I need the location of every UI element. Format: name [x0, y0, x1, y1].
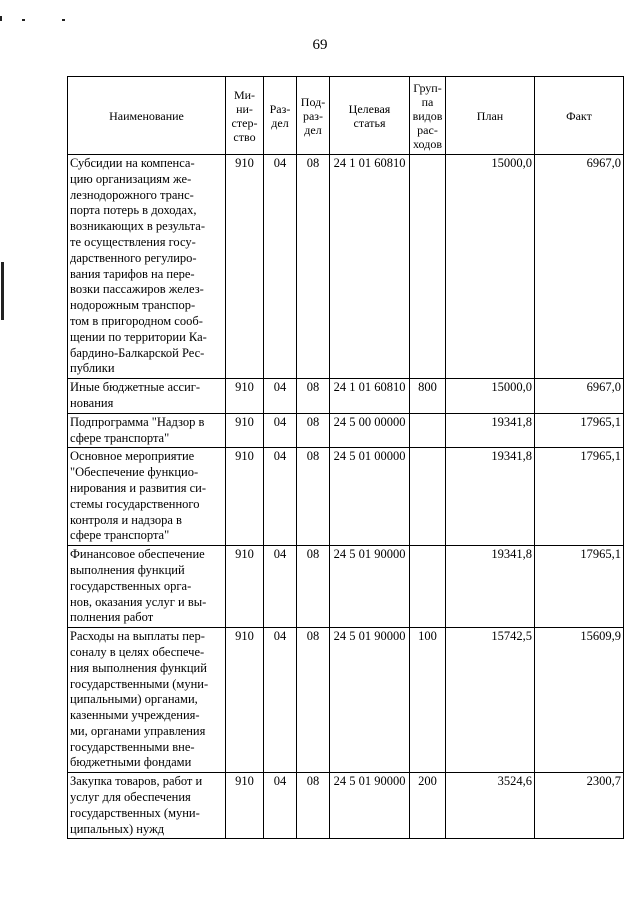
cell-subsection: 08 [297, 379, 330, 414]
cell-name: Иные бюджетные ассиг- нования [68, 379, 226, 414]
cell-group [410, 413, 446, 448]
cell-group: 100 [410, 628, 446, 773]
cell-plan: 19341,8 [446, 448, 535, 546]
scan-mark [62, 19, 65, 21]
table-row [68, 628, 624, 773]
cell-name: Субсидии на компенса- цию организациям же- лезнодорожного транс- порта потерь в доходах, возникающих в результа- те осуществления госу- дарственного регулиро- вания тарифов на пере- возки пассажиров желез- нодорожным транспор- том в пригородном сооб- щении по территории Ка- бардино-Балкарской Рес- публики [68, 155, 226, 379]
header-name: Наименование [68, 77, 226, 155]
cell-ministry: 910 [226, 628, 264, 773]
cell-group: 800 [410, 379, 446, 414]
header-group: Груп- па видов рас- ходов [410, 77, 446, 155]
cell-fact: 15609,9 [535, 628, 624, 773]
table-row [68, 155, 624, 379]
cell-section: 04 [264, 448, 297, 546]
cell-ministry: 910 [226, 413, 264, 448]
cell-subsection: 08 [297, 773, 330, 839]
cell-subsection: 08 [297, 413, 330, 448]
cell-group [410, 448, 446, 546]
cell-name: Расходы на выплаты пер- соналу в целях обеспече- ния выполнения функций государственными (муни- ципальными) органами, казенными учреждения- ми, органами управления государственными вне- бюджетными фондами [68, 628, 226, 773]
cell-fact: 6967,0 [535, 379, 624, 414]
cell-group [410, 546, 446, 628]
cell-ministry: 910 [226, 773, 264, 839]
cell-plan: 19341,8 [446, 413, 535, 448]
cell-fact: 17965,1 [535, 413, 624, 448]
cell-section: 04 [264, 413, 297, 448]
budget-table [67, 76, 624, 839]
cell-target: 24 5 01 90000 [330, 546, 410, 628]
cell-subsection: 08 [297, 546, 330, 628]
cell-plan: 15742,5 [446, 628, 535, 773]
scan-mark [1, 262, 4, 320]
cell-section: 04 [264, 155, 297, 379]
cell-ministry: 910 [226, 379, 264, 414]
header-ministry: Ми- ни- стер- ство [226, 77, 264, 155]
cell-section: 04 [264, 379, 297, 414]
header-plan: План [446, 77, 535, 155]
header-section: Раз- дел [264, 77, 297, 155]
cell-plan: 15000,0 [446, 155, 535, 379]
table-row [68, 773, 624, 839]
header-fact: Факт [535, 77, 624, 155]
cell-plan: 19341,8 [446, 546, 535, 628]
cell-ministry: 910 [226, 448, 264, 546]
cell-group [410, 155, 446, 379]
cell-name: Подпрограмма "Надзор в сфере транспорта" [68, 413, 226, 448]
cell-fact: 2300,7 [535, 773, 624, 839]
cell-target: 24 1 01 60810 [330, 155, 410, 379]
cell-name: Финансовое обеспечение выполнения функций государственных орга- нов, оказания услуг и вы- полнения работ [68, 546, 226, 628]
cell-target: 24 5 01 90000 [330, 773, 410, 839]
page-number: 69 [312, 37, 328, 53]
cell-subsection: 08 [297, 448, 330, 546]
scan-mark [22, 19, 25, 21]
cell-section: 04 [264, 546, 297, 628]
cell-target: 24 1 01 60810 [330, 379, 410, 414]
cell-group: 200 [410, 773, 446, 839]
table-row [68, 546, 624, 628]
cell-fact: 17965,1 [535, 448, 624, 546]
table-row [68, 448, 624, 546]
cell-target: 24 5 01 90000 [330, 628, 410, 773]
cell-target: 24 5 00 00000 [330, 413, 410, 448]
cell-plan: 3524,6 [446, 773, 535, 839]
scan-mark [0, 16, 2, 21]
cell-subsection: 08 [297, 628, 330, 773]
cell-fact: 17965,1 [535, 546, 624, 628]
cell-name: Основное мероприятие "Обеспечение функцио- нирования и развития си- стемы государственного контроля и надзора в сфере транспорта" [68, 448, 226, 546]
cell-ministry: 910 [226, 155, 264, 379]
header-subsection: Под- раз- дел [297, 77, 330, 155]
cell-name: Закупка товаров, работ и услуг для обеспечения государственных (муни- ципальных) нужд [68, 773, 226, 839]
cell-target: 24 5 01 00000 [330, 448, 410, 546]
cell-section: 04 [264, 773, 297, 839]
cell-subsection: 08 [297, 155, 330, 379]
cell-section: 04 [264, 628, 297, 773]
table-row [68, 379, 624, 414]
header-target: Целевая статья [330, 77, 410, 155]
cell-ministry: 910 [226, 546, 264, 628]
cell-plan: 15000,0 [446, 379, 535, 414]
cell-fact: 6967,0 [535, 155, 624, 379]
table-row [68, 413, 624, 448]
table-header-row [68, 77, 624, 155]
